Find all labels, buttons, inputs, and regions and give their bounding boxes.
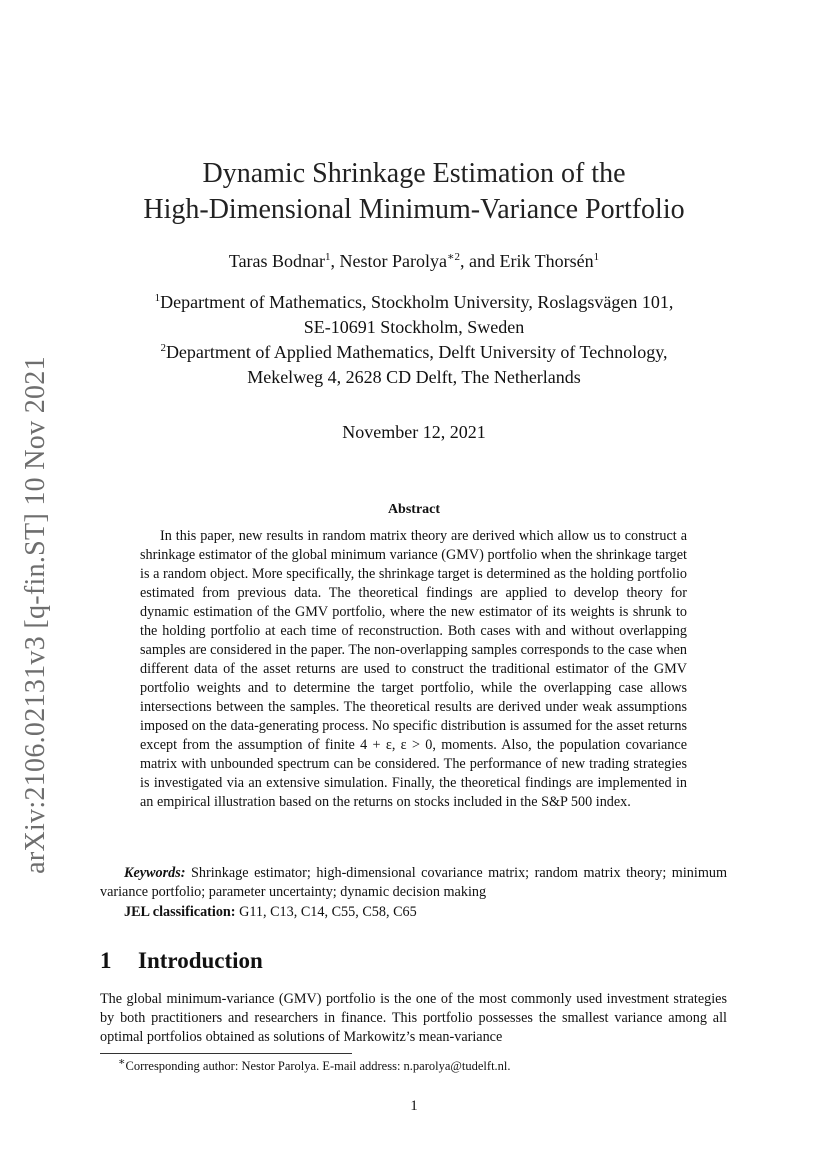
affiliation-line: Mekelweg 4, 2628 CD Delft, The Netherlands xyxy=(247,367,581,387)
page-number: 1 xyxy=(410,1098,418,1114)
footnote xyxy=(118,1055,511,1074)
keywords xyxy=(100,864,727,902)
jel-classification xyxy=(124,903,417,922)
keywords-label: Keywords: xyxy=(124,865,186,881)
keywords-text: Shrinkage estimator; high-dimensional covariance matrix; random matrix theory; minimum variance portfolio; parameter uncertainty; dynamic decision making xyxy=(100,865,727,900)
affiliation-mark: 2 xyxy=(160,342,166,354)
title-line: Dynamic Shrinkage Estimation of the xyxy=(202,158,626,189)
title-line: High-Dimensional Minimum-Variance Portfolio xyxy=(143,194,685,225)
affiliation-line xyxy=(0,290,828,315)
author-affiliation-mark: 1 xyxy=(593,251,600,263)
author-name: , Nestor Parolya xyxy=(330,251,448,271)
paper-title xyxy=(0,156,828,228)
abstract-heading: Abstract xyxy=(387,502,441,517)
footnote-text: Corresponding author: Nestor Parolya. E-mail address: n.parolya@tudelft.nl. xyxy=(125,1059,511,1073)
section-title: Introduction xyxy=(138,948,263,973)
affiliation-mark: 1 xyxy=(154,292,161,304)
arxiv-id-text: arXiv:2106.02131v3 [q-fin.ST] 10 Nov 2021 xyxy=(20,356,51,874)
section-number: 1 xyxy=(100,948,112,973)
author-list xyxy=(0,249,828,273)
affiliation-text: Department of Applied Mathematics, Delft University of Technology, xyxy=(165,342,668,362)
jel-codes: G11, C13, C14, C55, C58, C65 xyxy=(235,904,417,920)
abstract-text: In this paper, new results in random matrix theory are derived which allow us to construct a shrinkage estimator of the global minimum variance (GMV) portfolio when the shrinkage target is a random object. More specifically, the shrinkage target is determined as the holding portfolio estimated from previous data. The theoretical findings are applied to develop theory for dynamic estimation of the GMV portfolio, where the new estimator of its weights is shrunk to the holding portfolio at each time of reconstruction. Both cases with and without overlapping samples are considered in the paper. The non-overlapping samples corresponds to the case when different data of the asset returns are used to construct the traditional estimator of the GMV portfolio weights and to determine the target portfolio, while the overlapping case allows intersections between the samples. The theoretical results are derived under weak assumptions imposed on the data-generating process. No specific distribution is assumed for the asset returns except from the assumption of finite 4 + ε, ε > 0, moments. Also, the population covariance matrix with unbounded spectrum can be considered. The performance of new trading strategies is investigated via an extensive simulation. Finally, the theoretical findings are implemented in an empirical illustration based on the returns on stocks included in the S&P 500 index. xyxy=(140,528,687,810)
affiliation-line xyxy=(0,340,828,365)
jel-label: JEL classification: xyxy=(124,904,236,920)
author-affiliation-mark: ∗2 xyxy=(447,251,461,263)
section-heading xyxy=(100,948,263,974)
intro-paragraph: The global minimum-variance (GMV) portfolio is the one of the most commonly used investment strategies by both practitioners and researchers in finance. This portfolio possesses the smallest variance among all optimal portfolios obtained as solutions of Markowitz’s mean-variance xyxy=(100,991,727,1045)
publication-date: November 12, 2021 xyxy=(342,422,486,442)
affiliation-text: Department of Mathematics, Stockholm University, Roslagsvägen 101, xyxy=(160,292,674,312)
author-name: Taras Bodnar xyxy=(228,251,326,271)
footnote-divider xyxy=(100,1053,352,1054)
affiliations xyxy=(0,290,828,390)
author-name: , and Erik Thorsén xyxy=(460,251,594,271)
footnote-mark: ∗ xyxy=(118,1055,126,1068)
affiliation-line: SE-10691 Stockholm, Sweden xyxy=(303,317,525,337)
author-affiliation-mark: 1 xyxy=(325,251,331,263)
